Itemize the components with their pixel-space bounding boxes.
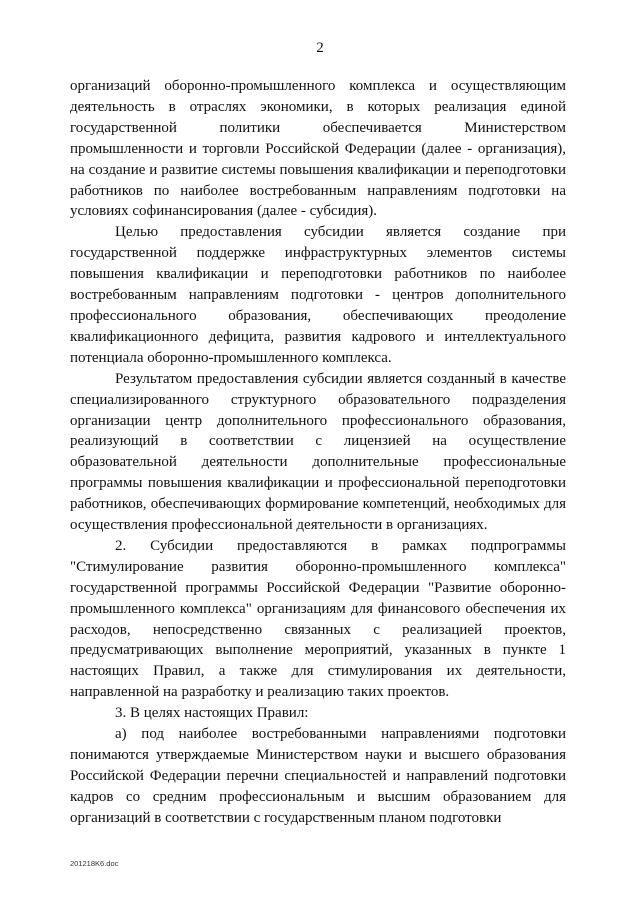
paragraph-purpose: Целью предоставления субсидии является создание при государственной поддержке инфраструктурных элементов системы повышения квалификации и переподготовки работников по наиболее востребованным направлениям подготовки - центров дополнительного профессионального образования, обеспечивающих преодоление квалификационного дефицита, развития кадрового и интеллектуального потенциала оборонно-промышленного комплекса.	[70, 224, 566, 366]
footer-filename: 201218K6.doc	[70, 859, 119, 868]
document-body	[70, 76, 566, 829]
paragraph-clause-2: 2. Субсидии предоставляются в рамках подпрограммы "Стимулирование развития оборонно-промышленного комплекса" государственной программы Российской Федерации "Развитие оборонно-промышленного комплекса" организациям для финансового обеспечения их расходов, непосредственно связанных с реализацией проектов, предусматривающих выполнение мероприятий, указанных в пункте 1 настоящих Правил, а также для стимулирования их деятельности, направленной на разработку и реализацию таких проектов.	[70, 537, 566, 701]
paragraph-clause-3: 3. В целях настоящих Правил:	[115, 705, 309, 722]
paragraph-clause-3a: а) под наиболее востребованными направлениями подготовки понимаются утверждаемые Министерством науки и высшего образования Российской Федерации перечни специальностей и направлений подготовки кадров со средним профессиональным и высшим образованием для организаций в соответствии с государственным планом подготовки	[70, 726, 566, 826]
paragraph-result: Результатом предоставления субсидии является созданный в качестве специализированного структурного образовательного подразделения организации центр дополнительного профессионального образования, реализующий в соответствии с лицензией на осуществление образовательной деятельности дополнительные профессиональные программы повышения квалификации и профессиональной переподготовки работников, обеспечивающих формирование компетенций, необходимых для осуществления профессиональной деятельности в организациях.	[70, 370, 566, 534]
page-number: 2	[316, 40, 324, 56]
paragraph-continuation: организаций оборонно-промышленного комплекса и осуществляющим деятельность в отраслях экономики, в которых реализация единой государственной политики обеспечивается Министерством промышленности и торговли Российской Федерации (далее - организация), на создание и развитие системы повышения квалификации и переподготовки работников по наиболее востребованным направлениям подготовки на условиях софинансирования (далее - субсидия).	[70, 78, 566, 220]
